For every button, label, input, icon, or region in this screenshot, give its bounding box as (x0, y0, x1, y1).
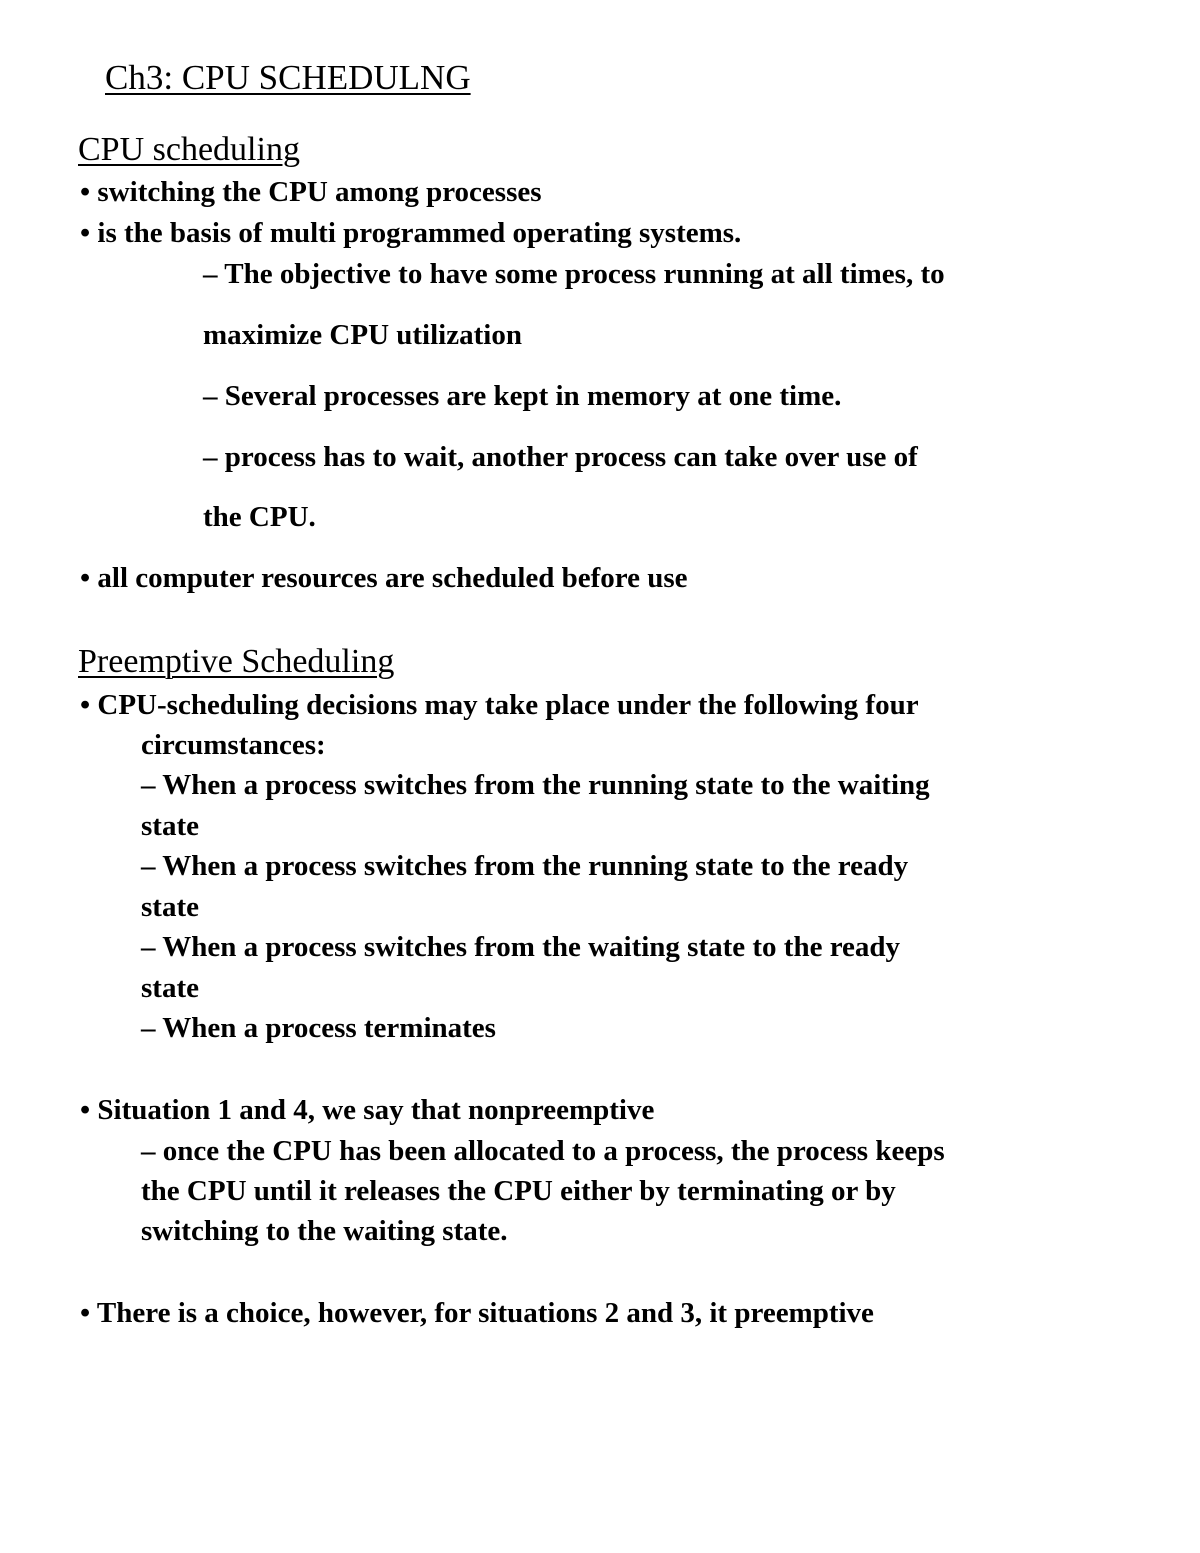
sub-bullet-continuation: state (141, 891, 199, 923)
bullet-line: • is the basis of multi programmed operating systems. (80, 217, 742, 249)
sub-bullet-line: – The objective to have some process running at all times, to (203, 258, 945, 290)
sub-bullet-line: – When a process terminates (141, 1012, 496, 1044)
bullet-line: • switching the CPU among processes (80, 176, 542, 208)
bullet-line: • Situation 1 and 4, we say that nonpreemptive (80, 1094, 655, 1126)
sub-bullet-continuation: switching to the waiting state. (141, 1215, 508, 1247)
bullet-line: • There is a choice, however, for situations 2 and 3, it preemptive (80, 1297, 874, 1329)
sub-bullet-continuation: state (141, 810, 199, 842)
sub-bullet-continuation: maximize CPU utilization (203, 319, 522, 351)
sub-bullet-line: – once the CPU has been allocated to a process, the process keeps (141, 1135, 945, 1167)
sub-bullet-line: – When a process switches from the running state to the ready (141, 850, 909, 882)
sub-bullet-continuation: state (141, 972, 199, 1004)
section-heading-preemptive-scheduling: Preemptive Scheduling (78, 643, 395, 680)
bullet-line: • all computer resources are scheduled before use (80, 562, 688, 594)
sub-bullet-line: – When a process switches from the running state to the waiting (141, 769, 930, 801)
section-heading-cpu-scheduling: CPU scheduling (78, 131, 300, 168)
bullet-line: • CPU-scheduling decisions may take place under the following four (80, 689, 919, 721)
sub-bullet-line: – process has to wait, another process can take over use of (203, 441, 918, 473)
bullet-continuation: circumstances: (141, 729, 326, 761)
page-title: Ch3: CPU SCHEDULNG (105, 58, 471, 97)
sub-bullet-line: – Several processes are kept in memory at one time. (203, 380, 842, 412)
sub-bullet-continuation: the CPU until it releases the CPU either by terminating or by (141, 1175, 896, 1207)
sub-bullet-line: – When a process switches from the waiting state to the ready (141, 931, 901, 963)
sub-bullet-continuation: the CPU. (203, 501, 316, 533)
